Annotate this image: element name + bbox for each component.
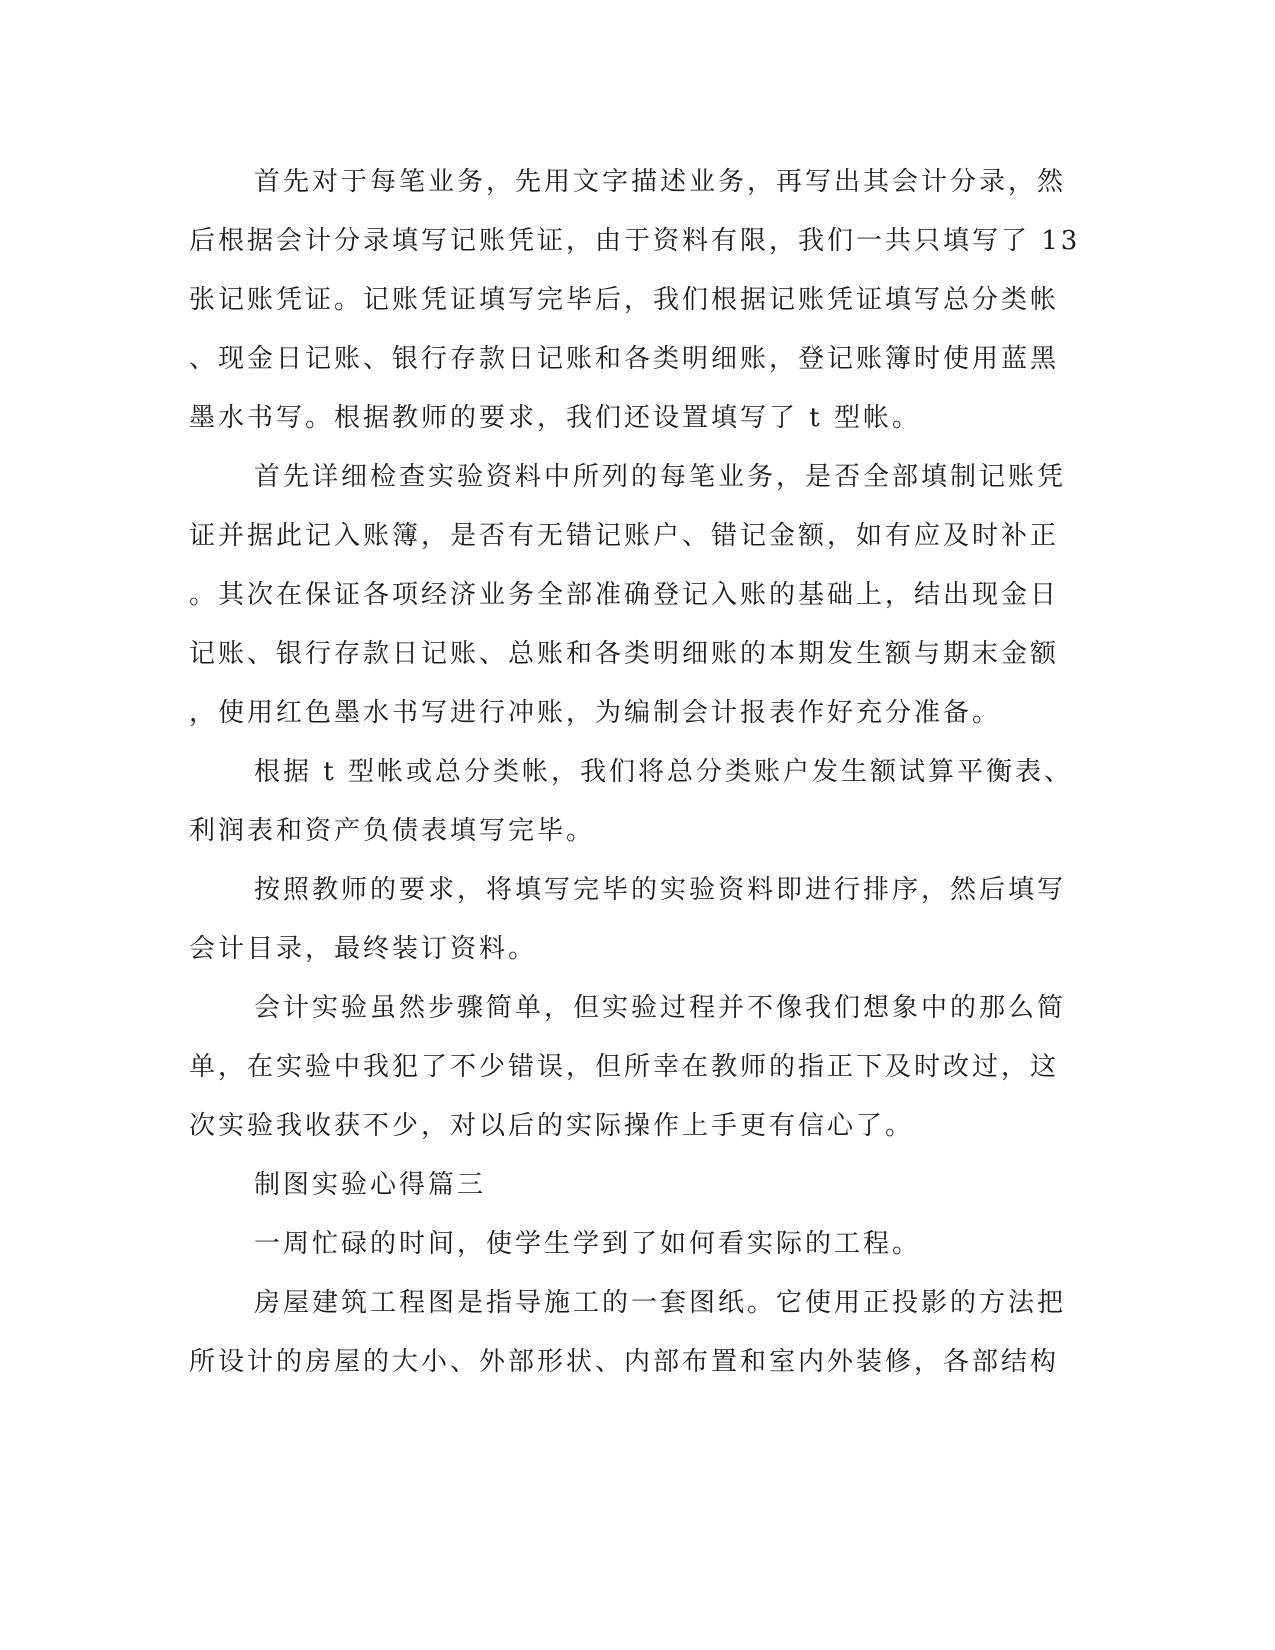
text-line: 会计目录，最终装订资料。 xyxy=(189,934,538,964)
text-line: 。其次在保证各项经济业务全部准确登记入账的基础上，结出现金日 xyxy=(189,580,1060,610)
text-line: 会计实验虽然步骤简单，但实验过程并不像我们想象中的那么简 xyxy=(254,993,1067,1023)
text-line: 首先详细检查实验资料中所列的每笔业务，是否全部填制记账凭 xyxy=(254,462,1067,492)
section-heading: 制图实验心得篇三 xyxy=(254,1170,487,1200)
text-line: 所设计的房屋的大小、外部形状、内部布置和室内外装修，各部结构 xyxy=(189,1347,1060,1377)
text-line: 一周忙碌的时间，使学生学到了如何看实际的工程。 xyxy=(254,1229,922,1259)
text-line: 首先对于每笔业务，先用文字描述业务，再写出其会计分录，然 xyxy=(254,167,1067,197)
text-line: 单，在实验中我犯了不少错误，但所幸在教师的指正下及时改过，这 xyxy=(189,1052,1060,1082)
text-line: 张记账凭证。记账凭证填写完毕后，我们根据记账凭证填写总分类帐 xyxy=(189,285,1060,315)
text-line: ，使用红色墨水书写进行冲账，为编制会计报表作好充分准备。 xyxy=(189,698,1002,728)
text-line: 记账、银行存款日记账、总账和各类明细账的本期发生额与期末金额 xyxy=(189,639,1060,669)
text-line: 后根据会计分录填写记账凭证，由于资料有限，我们一共只填写了 13 xyxy=(189,226,1081,256)
text-line: 利润表和资产负债表填写完毕。 xyxy=(189,816,596,846)
text-line: 、现金日记账、银行存款日记账和各类明细账，登记账簿时使用蓝黑 xyxy=(189,344,1060,374)
text-line: 次实验我收获不少，对以后的实际操作上手更有信心了。 xyxy=(189,1111,915,1141)
text-line: 根据 t 型帐或总分类帐，我们将总分类账户发生额试算平衡表、 xyxy=(254,757,1073,787)
text-line: 房屋建筑工程图是指导施工的一套图纸。它使用正投影的方法把 xyxy=(254,1288,1067,1318)
text-line: 按照教师的要求，将填写完毕的实验资料即进行排序，然后填写 xyxy=(254,875,1067,905)
text-line: 证并据此记入账簿，是否有无错记账户、错记金额，如有应及时补正 xyxy=(189,521,1060,551)
text-line: 墨水书写。根据教师的要求，我们还设置填写了 t 型帐。 xyxy=(189,403,921,433)
